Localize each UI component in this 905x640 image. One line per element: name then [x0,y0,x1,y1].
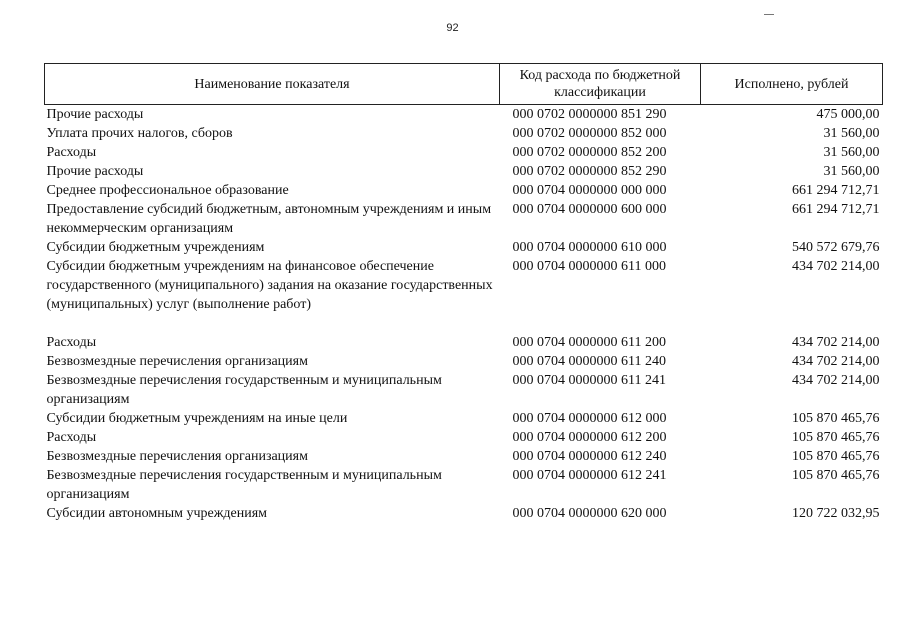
row-executed: 434 702 214,00 [792,259,880,274]
table-row [45,124,883,143]
row-code: 000 0704 0000000 000 000 [512,183,667,198]
row-name: Прочие расходы [46,107,144,122]
row-name: Безвозмездные перечисления государственным и муниципальным организациям [46,373,442,407]
row-name: Уплата прочих налогов, сборов [46,126,233,141]
table-row [45,238,883,257]
row-executed: 434 702 214,00 [792,354,880,369]
expenditure-table [44,63,883,523]
row-name: Субсидии бюджетным учреждениям [46,240,265,255]
row-executed: 105 870 465,76 [792,449,880,464]
table-header-row [45,64,883,105]
row-name: Субсидии бюджетным учреждениям на финансовое обеспечение государственного (муниципального) задания на оказание государственных (муниципальных) услуг (выполнение работ) [46,259,493,312]
table-row [45,105,883,125]
row-executed: 661 294 712,71 [792,183,880,198]
row-code: 000 0704 0000000 600 000 [512,202,667,217]
row-executed: 540 572 679,76 [792,240,880,255]
row-executed: 434 702 214,00 [792,373,880,388]
row-name: Расходы [46,145,97,160]
row-code: 000 0704 0000000 611 200 [512,335,666,350]
table-row [45,181,883,200]
row-code: 000 0704 0000000 612 241 [512,468,667,483]
row-code: 000 0704 0000000 612 240 [512,449,667,464]
table-row [45,447,883,466]
row-code: 000 0702 0000000 852 290 [512,164,667,179]
header-name: Наименование показателя [45,64,500,105]
row-executed: 661 294 712,71 [792,202,880,217]
row-name: Безвозмездные перечисления государственным и муниципальным организациям [46,468,442,502]
table-row [45,200,883,238]
row-executed: 434 702 214,00 [792,335,880,350]
row-executed: 31 560,00 [823,126,880,141]
row-executed: 105 870 465,76 [792,411,880,426]
row-code: 000 0702 0000000 852 200 [512,145,667,160]
table-row [45,257,883,314]
header-executed: Исполнено, рублей [701,64,883,105]
row-code: 000 0704 0000000 611 241 [512,373,666,388]
row-name: Предоставление субсидий бюджетным, автономным учреждениям и иным некоммерческим организациям [46,202,492,236]
row-name: Прочие расходы [46,164,144,179]
row-name: Субсидии бюджетным учреждениям на иные цели [46,411,348,426]
row-name: Безвозмездные перечисления организациям [46,449,308,464]
scan-mark [764,14,774,15]
row-executed: 105 870 465,76 [792,430,880,445]
table-row [45,409,883,428]
header-code: Код расхода по бюджетной классификации [500,64,701,105]
row-name: Расходы [46,430,97,445]
row-name: Расходы [46,335,97,350]
row-code: 000 0704 0000000 620 000 [512,506,667,521]
row-executed: 105 870 465,76 [792,468,880,483]
row-code: 000 0704 0000000 611 000 [512,259,666,274]
table-row [45,466,883,504]
table-row [45,428,883,447]
row-code: 000 0704 0000000 612 000 [512,411,667,426]
table-row [45,371,883,409]
table-row [45,504,883,523]
table-row [45,333,883,352]
table-spacer-row [45,314,883,333]
row-name: Безвозмездные перечисления организациям [46,354,308,369]
row-code: 000 0704 0000000 610 000 [512,240,667,255]
row-code: 000 0704 0000000 612 200 [512,430,667,445]
row-code: 000 0702 0000000 851 290 [512,107,667,122]
table-row [45,162,883,181]
table-row [45,143,883,162]
row-executed: 475 000,00 [816,107,880,122]
row-name: Среднее профессиональное образование [46,183,289,198]
row-code: 000 0704 0000000 611 240 [512,354,666,369]
row-name: Субсидии автономным учреждениям [46,506,268,521]
row-executed: 31 560,00 [823,164,880,179]
table-row [45,352,883,371]
row-code: 000 0702 0000000 852 000 [512,126,667,141]
row-executed: 120 722 032,95 [792,506,880,521]
page-number: 92 [446,22,459,34]
row-executed: 31 560,00 [823,145,880,160]
